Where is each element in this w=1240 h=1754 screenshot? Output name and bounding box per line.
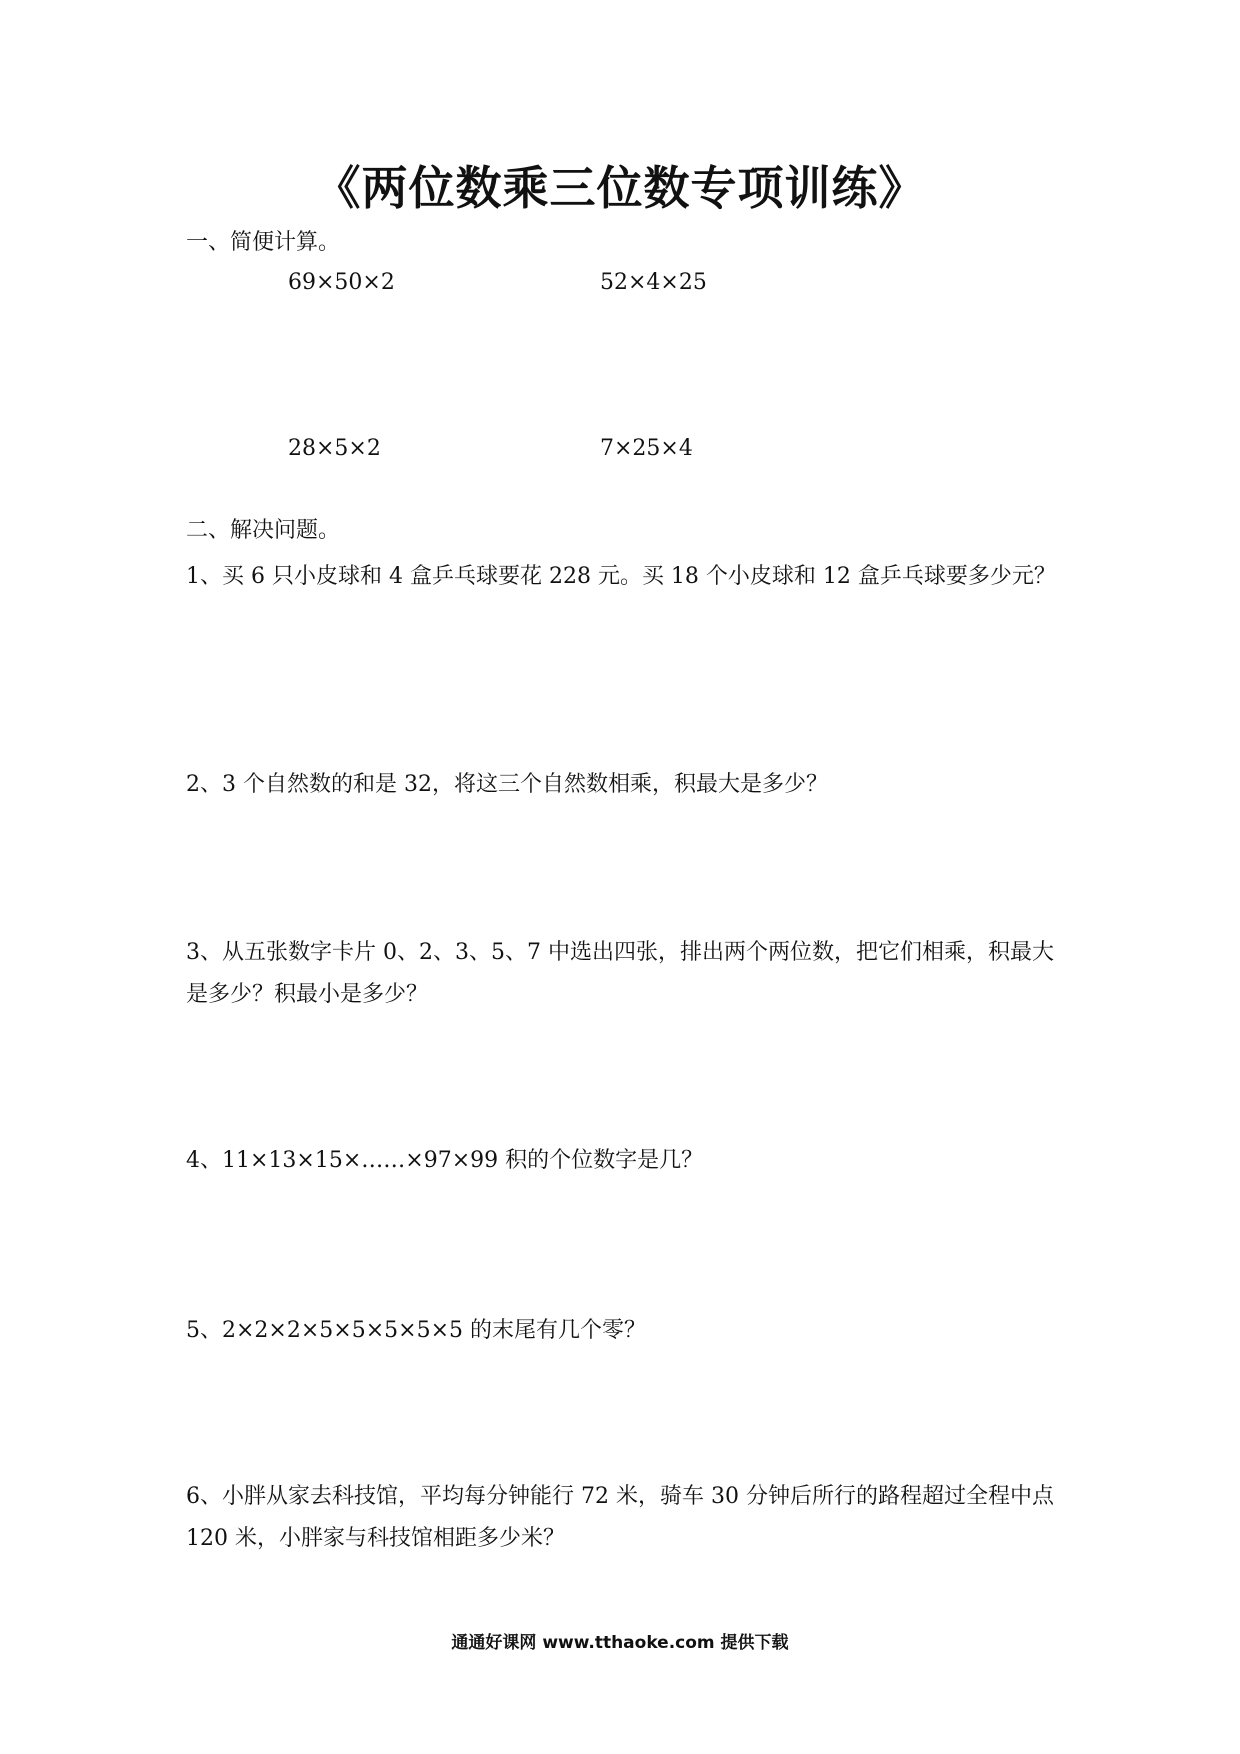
question-3: 3、从五张数字卡片 0、2、3、5、7 中选出四张，排出两个两位数，把它们相乘，积最大是多少？积最小是多少？: [186, 940, 1054, 1007]
footer-credit: 通通好课网 www.tthaoke.com 提供下载: [451, 1633, 789, 1653]
section-2-heading: 二、解决问题。: [186, 518, 341, 543]
question-5: 5、2×2×2×5×5×5×5×5 的末尾有几个零？: [186, 1318, 647, 1343]
question-2: 2、3 个自然数的和是 32，将这三个自然数相乘，积最大是多少？: [186, 772, 828, 797]
page-title: 《两位数乘三位数专项训练》: [314, 161, 926, 215]
question-6: 6、小胖从家去科技馆，平均每分钟能行 72 米，骑车 30 分钟后所行的路程超过全程中点 120 米，小胖家与科技馆相距多少米？: [186, 1484, 1054, 1551]
question-4: 4、11×13×15×……×97×99 积的个位数字是几？: [186, 1148, 704, 1173]
question-1: 1、买 6 只小皮球和 4 盒乒乓球要花 228 元。买 18 个小皮球和 12 盒乒乓球要多少元？: [186, 564, 1056, 589]
expression-4: 7×25×4: [600, 436, 693, 461]
section-1-heading: 一、简便计算。: [186, 230, 341, 255]
expression-3: 28×5×2: [288, 436, 381, 461]
expression-2: 52×4×25: [600, 270, 707, 295]
expression-1: 69×50×2: [288, 270, 395, 295]
